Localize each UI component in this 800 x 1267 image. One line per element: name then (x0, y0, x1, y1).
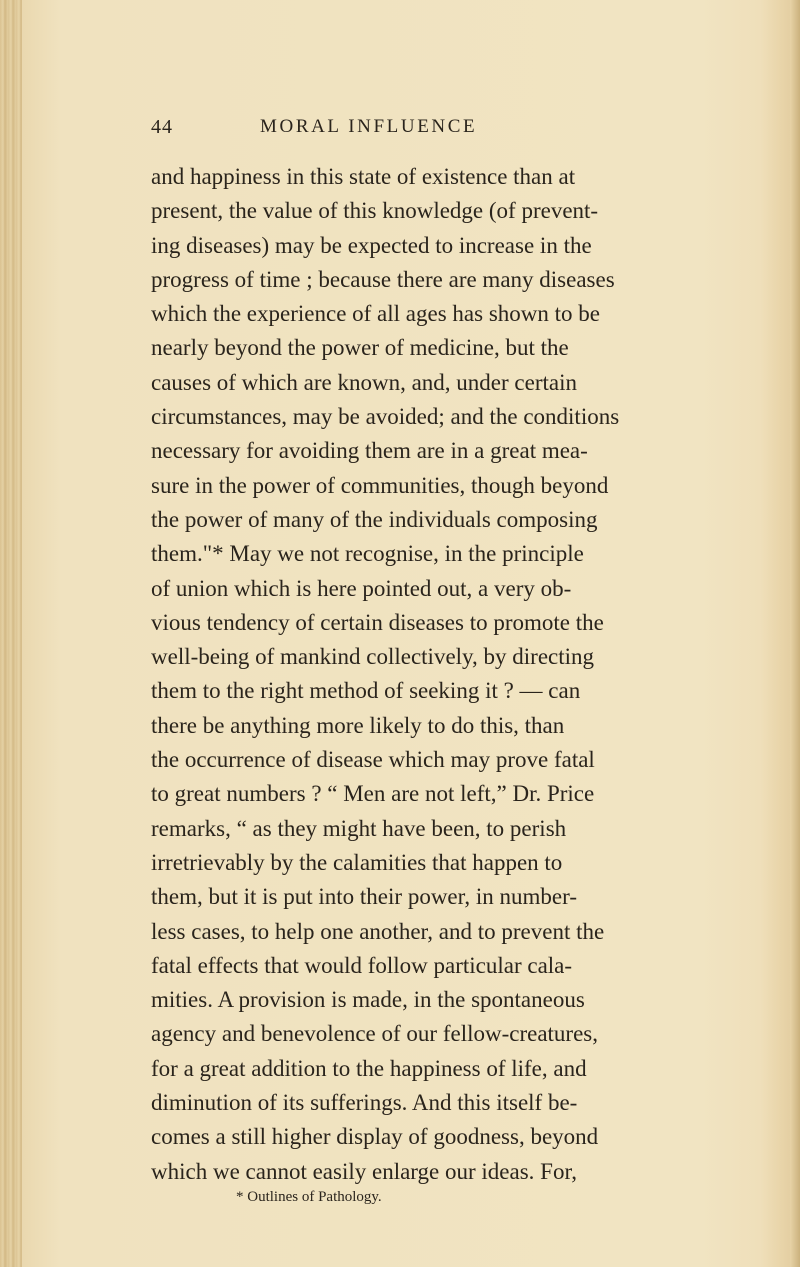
text-line: circumstances, may be avoided; and the conditions (151, 404, 620, 430)
text-line: necessary for avoiding them are in a great mea- (151, 438, 588, 464)
text-line: comes a still higher display of goodness, beyond (151, 1124, 599, 1150)
text-line: progress of time ; because there are many diseases (151, 266, 615, 292)
text-line: for a great addition to the happiness of life, and (151, 1055, 587, 1081)
text-line: and happiness in this state of existence than at (151, 164, 576, 189)
text-line: them."* May we not recognise, in the principle (151, 541, 584, 567)
text-line: the power of many of the individuals composing (151, 506, 598, 532)
text-line: them, but it is put into their power, in number- (151, 884, 577, 910)
text-line: them to the right method of seeking it ? — can (151, 678, 581, 704)
page-right-edge (790, 0, 800, 1267)
text-line: mities. A provision is made, in the spontaneous (151, 987, 585, 1013)
text-line: sure in the power of communities, though beyond (151, 472, 609, 498)
footnote: * Outlines of Pathology. (236, 1189, 382, 1205)
text-line: there be anything more likely to do this, than (151, 712, 565, 738)
text-line: fatal effects that would follow particular cala- (151, 952, 573, 978)
text-line: vious tendency of certain diseases to promote the (151, 609, 604, 635)
page-number: 44 (151, 116, 173, 138)
text-line: agency and benevolence of our fellow-creatures, (151, 1021, 598, 1047)
body-text (151, 160, 656, 1189)
running-head: MORAL INFLUENCE (260, 116, 478, 137)
text-line: irretrievably by the calamities that happen to (151, 849, 563, 875)
text-line: causes of which are known, and, under certain (151, 369, 577, 395)
text-line: which the experience of all ages has shown to be (151, 301, 600, 327)
text-line: to great numbers ? “ Men are not left,” Dr. Price (151, 781, 595, 807)
page-header (0, 114, 800, 142)
text-line: which we cannot easily enlarge our ideas. For, (151, 1158, 577, 1184)
text-line: nearly beyond the power of medicine, but the (151, 335, 569, 361)
text-line: remarks, “ as they might have been, to perish (151, 815, 567, 841)
text-line: well-being of mankind collectively, by directing (151, 644, 595, 670)
text-line: present, the value of this knowledge (of prevent- (151, 198, 599, 224)
text-line: of union which is here pointed out, a very ob- (151, 575, 572, 601)
text-line: diminution of its sufferings. And this itself be- (151, 1090, 578, 1116)
book-binding-edge (0, 0, 22, 1267)
text-line: less cases, to help one another, and to prevent the (151, 918, 605, 944)
text-line: ing diseases) may be expected to increase in the (151, 232, 592, 258)
text-line: the occurrence of disease which may prove fatal (151, 747, 595, 773)
